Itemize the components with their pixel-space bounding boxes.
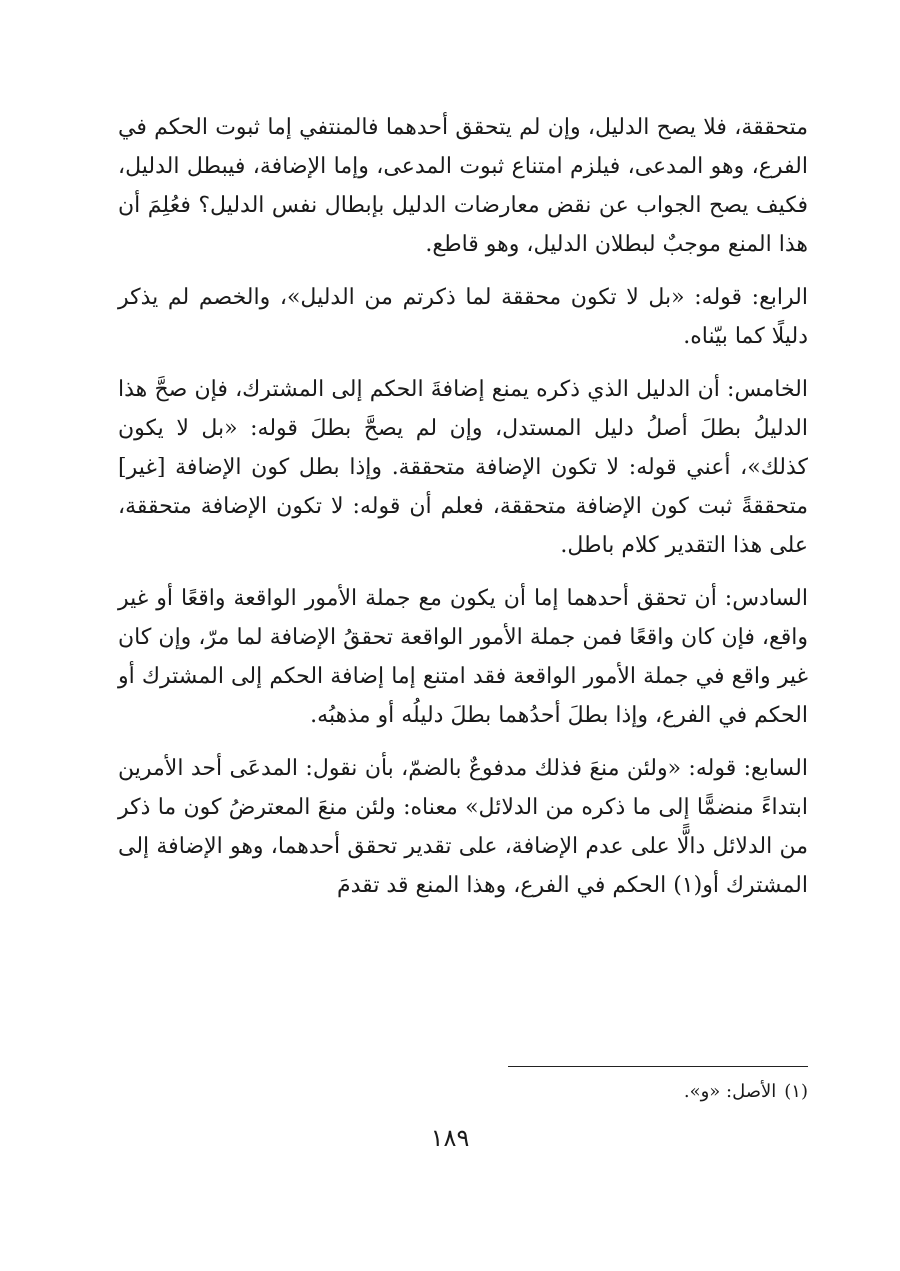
footnote [684,1078,808,1106]
page-number: ١٨٩ [430,1124,470,1152]
paragraph-seventh: السابع: قوله: «ولئن منعَ فذلك مدفوعٌ بالضمّ، بأن نقول: المدعَى أحد الأمرين ابتداءً منضمًّا إلى ما ذكره من الدلائل» معناه: ولئن منعَ المعترضُ كون ما ذكر من الدلائل دالًّا على عدم الإضافة، على تقدير تحقق أحدهما، وهو الإضافة إلى المشترك أو(١) الحكم في الفرع، وهذا المنع قد تقدمَ [118,756,808,898]
paragraph-fourth: الرابع: قوله: «بل لا تكون محققة لما ذكرتم من الدليل»، والخصم لم يذكر دليلًا كما بيّناه. [118,285,808,349]
paragraph-fifth: الخامس: أن الدليل الذي ذكره يمنع إضافةَ الحكم إلى المشترك، فإن صحَّ هذا الدليلُ بطلَ أصلُ دليل المستدل، وإن لم يصحَّ بطلَ قوله: «بل لا يكون كذلك»، أعني قوله: لا تكون الإضافة متحققة. وإذا بطل كون الإضافة [غير] متحققةً ثبت كون الإضافة متحققة، فعلم أن قوله: لا تكون الإضافة متحققة، على هذا التقدير كلام باطل. [118,377,808,558]
footnote-text: الأصل: «و». [683,1081,777,1102]
paragraph-continuation: متحققة، فلا يصح الدليل، وإن لم يتحقق أحدهما فالمنتفي إما ثبوت الحكم في الفرع، وهو المدعى، فيلزم امتناع ثبوت المدعى، وإما الإضافة، فيبطل الدليل، فكيف يصح الجواب عن نقض معارضات الدليل بإبطال نفس الدليل؟ فعُلِمَ أن هذا المنع موجبٌ لبطلان الدليل، وهو قاطع. [118,115,808,257]
paragraph-sixth: السادس: أن تحقق أحدهما إما أن يكون مع جملة الأمور الواقعة واقعًا أو غير واقع، فإن كان واقعًا فمن جملة الأمور الواقعة تحققُ الإضافة لما مرّ، وإن كان غير واقع في جملة الأمور الواقعة فقد امتنع إما إضافة الحكم إلى المشترك أو الحكم في الفرع، وإذا بطلَ أحدُهما بطلَ دليلُه أو مذهبُه. [118,586,808,728]
footnote-number: (١) [784,1081,808,1102]
footnote-divider [508,1066,808,1067]
page-body [118,108,808,905]
